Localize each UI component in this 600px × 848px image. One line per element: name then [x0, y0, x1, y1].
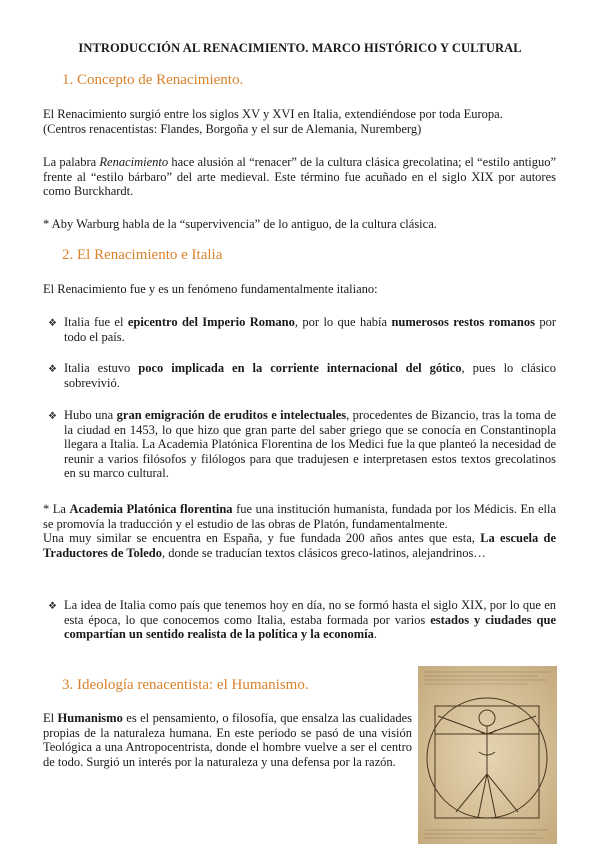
p2-pre: La palabra [43, 155, 100, 169]
diamond-bullet-icon: ❖ [48, 364, 57, 375]
b2-pre: Italia estuvo [64, 361, 139, 375]
note-pre: * La [43, 502, 70, 516]
b3-post: , procedentes de Bizancio, tras la toma de la ciudad en 1453, lo que hizo que gran parte del saber griego que se conocía en Constantinopla llegara a Italia. La Academia Platónica Florentina de los Medici fue la que planteó la necesidad de reunir a varios filósofos y filólogos para que tradujesen e interpretasen estos textos grecolatinos en su marco cultural. [64, 408, 556, 480]
vitruvian-man-image [418, 666, 557, 844]
bullet-1 [64, 315, 556, 344]
b2-post: , pues lo clásico sobrevivió. [64, 361, 556, 390]
p2-post: hace alusión al “renacer” de la cultura clásica grecolatina; el “estilo antiguo” frente al “estilo bárbaro” del arte medieval. Este término fue acuñado en el siglo XIX por autores como Burckhardt. [43, 155, 556, 198]
bullet-3 [64, 408, 556, 481]
b1-bold1: epicentro del Imperio Romano [127, 315, 295, 329]
section-3-heading: 3. Ideología renacentista: el Humanismo. [62, 677, 309, 693]
diamond-bullet-icon: ❖ [48, 411, 57, 422]
note-bold: Academia Platónica florentina [69, 502, 233, 516]
section-2-intro: El Renacimiento fue y es un fenómeno fundamentalmente italiano: [43, 282, 378, 296]
b3-bold: gran emigración de eruditos e intelectuales [116, 408, 347, 422]
bullet-4 [64, 598, 556, 642]
s3-bold: Humanismo [57, 711, 123, 725]
s3-post: es el pensamiento, o filosofía, que ensalza las cualidades propias de la naturaleza humana. En este periodo se pasó de una visión Teológica a una Antropocentrista, donde el hombre vuelve a ser el centro de todo. Surgió un interés por la naturaleza y una defensa por la razón. [43, 711, 413, 769]
vitruvian-drawing [418, 666, 557, 844]
diamond-bullet-icon: ❖ [48, 601, 57, 612]
b3-pre: Hubo una [64, 408, 117, 422]
p2-italic: Renacimiento [99, 155, 169, 169]
note2-pre: Una muy similar se encuentra en España, y fue fundada 200 años antes que esta, [43, 531, 481, 545]
b1-pre: Italia fue el [64, 315, 128, 329]
diamond-bullet-icon: ❖ [48, 318, 57, 329]
bullet-2 [64, 361, 556, 390]
p1b-text: (Centros renacentistas: Flandes, Borgoña y el sur de Alemania, Nuremberg) [43, 121, 422, 136]
p1a-text: El Renacimiento surgió entre los siglos XV y XVI en Italia, extendiéndose por toda Europa. [43, 107, 503, 121]
b4-post: . [373, 627, 377, 641]
b2-bold: poco implicada en la corriente internacional del gótico [138, 361, 462, 375]
section-1-heading: 1. Concepto de Renacimiento. [62, 72, 244, 88]
section-2-heading: 2. El Renacimiento e Italia [62, 247, 223, 263]
section-3-paragraph [43, 711, 412, 769]
b1-mid: , por lo que había [294, 315, 392, 329]
note2-bold: La escuela de Traductores de Toledo [43, 531, 556, 560]
section-1-paragraph-1 [43, 107, 556, 136]
b1-post: por todo el país. [64, 315, 556, 344]
b1-bold2: numerosos restos romanos [391, 315, 535, 329]
section-1-paragraph-2 [43, 155, 556, 199]
b4-pre: La idea de Italia como país que tenemos hoy en día, no se formó hasta el siglo XIX, por lo que en esta época, lo que conocemos como Italia, estaba formada por varios [64, 598, 556, 627]
academia-note [43, 502, 556, 560]
document-title: INTRODUCCIÓN AL RENACIMIENTO. MARCO HISTÓRICO Y CULTURAL [78, 41, 522, 55]
note-post: fue una institución humanista, fundada por los Médicis. En ella se promovía la traducción y el estudio de las obras de Platón, fundamentalmente. [43, 502, 556, 531]
s3-pre: El [43, 711, 58, 725]
note2-post: , donde se traducían textos clásicos greco-latinos, alejandrinos… [162, 545, 486, 560]
section-1-note: * Aby Warburg habla de la “supervivencia” de lo antiguo, de la cultura clásica. [43, 217, 437, 231]
b4-bold: estados y ciudades que compartían un sentido realista de la política y la economía [64, 612, 556, 641]
